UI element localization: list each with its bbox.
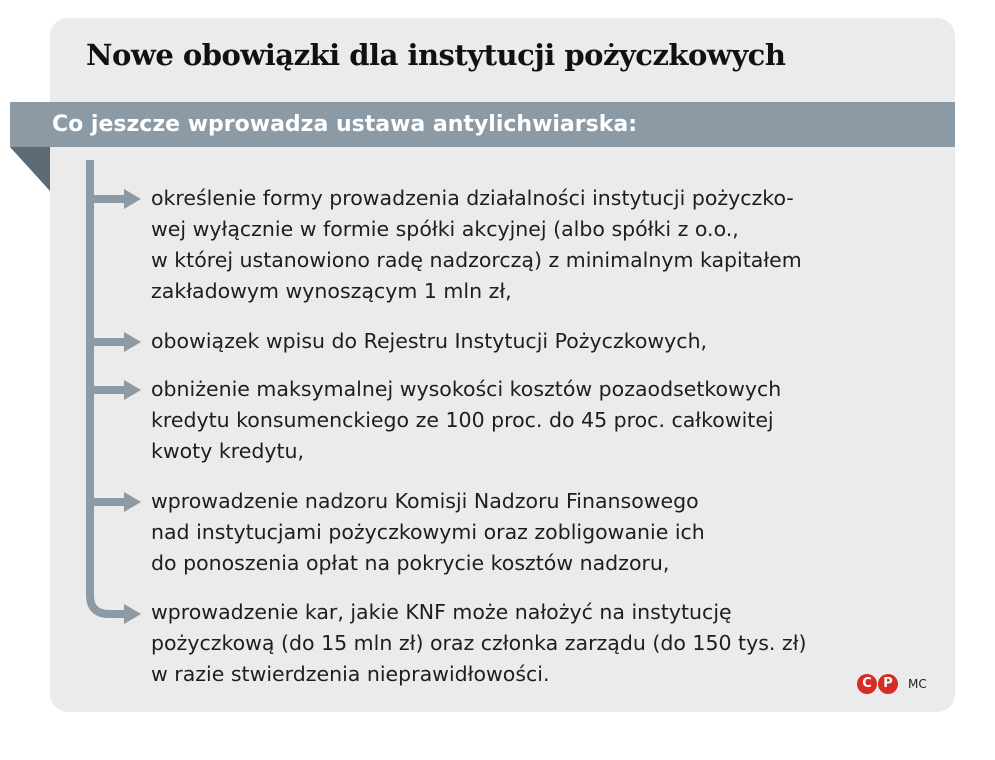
list-item: wprowadzenie nadzoru Komisji Nadzoru Finansowego nad instytucjami pożyczkowymi oraz zobligowanie ich do ponoszenia opłat na pokrycie kosztów nadzoru, (151, 489, 705, 575)
list-item: wprowadzenie kar, jakie KNF może nałożyć na instytucję pożyczkową (do 15 mln zł) oraz członka zarządu (do 150 tys. zł) w razie stwierdzenia nieprawidłowości. (151, 600, 807, 686)
list-item: obniżenie maksymalnej wysokości kosztów pozaodsetkowych kredytu konsumenckiego ze 100 proc. do 45 proc. całkowitej kwoty kredytu, (151, 377, 782, 463)
banner-fold (10, 147, 50, 191)
list-item: obowiązek wpisu do Rejestru Instytucji Pożyczkowych, (151, 329, 708, 353)
list-item: określenie formy prowadzenia działalności instytucji pożyczko- wej wyłącznie w formie spółki akcyjnej (albo spółki z o.o., w której ustanowiono radę nadzorczą) z minimalnym kapitałem zakładowym wynoszącym 1 mln zł, (151, 186, 802, 303)
page-title: Nowe obowiązki dla instytucji pożyczkowych (86, 38, 786, 72)
author-initials: MC (908, 677, 927, 691)
section-heading: Co jeszcze wprowadza ustawa antylichwiarska: (52, 112, 637, 137)
copyright-badge-c: C (857, 674, 877, 694)
copyright-badge-p: P (878, 674, 898, 694)
credit-logo (857, 673, 927, 695)
section-banner (10, 102, 955, 147)
